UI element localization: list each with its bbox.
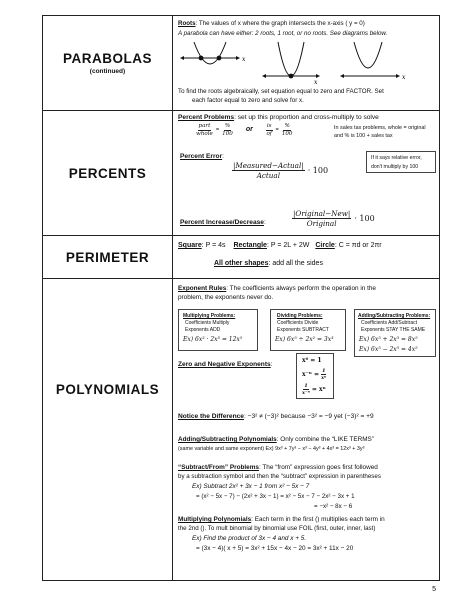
zero-negative-box bbox=[296, 353, 334, 399]
percent-problems: Percent Problems: set up this proportion and cross-multiply to solve bbox=[178, 114, 379, 121]
roots-diagrams bbox=[176, 38, 438, 84]
arrow-icon bbox=[340, 74, 344, 78]
percent-change-label: Percent Increase/Decrease bbox=[180, 219, 264, 226]
sales-tax-note-1: In sales tax problems, whole = original bbox=[334, 125, 426, 131]
roots-line3: To find the roots algebraically, set equation equal to zero and FACTOR. Set bbox=[178, 88, 384, 95]
change-numerator: |Original−New| bbox=[293, 209, 351, 218]
is-over-of: $\frac{is}{of}$ bbox=[266, 123, 272, 137]
square-label: Square bbox=[178, 242, 202, 249]
multiplying-box: Multiplying Problems: Coefficients Multiply Exponents ADD Ex) 6x² · 2x³ = 12x⁵ bbox=[178, 309, 258, 351]
arrow-icon bbox=[316, 74, 320, 78]
polynomials-content bbox=[174, 279, 439, 580]
parabola-one-root bbox=[278, 42, 304, 76]
or-text: or bbox=[245, 126, 253, 134]
arrow-icon bbox=[396, 74, 400, 78]
root-point bbox=[199, 56, 204, 61]
multiplying-polynomials-step: = (3x − 4)( x + 5) = 3x² + 15x − 4x − 20 = 3x² + 11x − 20 bbox=[196, 545, 354, 552]
x-axis-label: x bbox=[314, 79, 318, 84]
percent-error: Percent Error: bbox=[180, 153, 224, 160]
multiplying-polynomials-example: Ex) Find the product of 3x − 4 and x + 5. bbox=[192, 535, 307, 542]
notice-difference: Notice the Difference: −3² ≠ (−3)² because −3² = −9 yet (−3)² = +9 bbox=[178, 413, 374, 420]
polynomials-row bbox=[43, 279, 439, 580]
sales-tax-note-2: and % is 100 + sales tax bbox=[334, 133, 393, 139]
x-axis-label: x bbox=[242, 56, 246, 63]
exponent-rules: Exponent Rules: The coefficients always perform the operation in the bbox=[178, 285, 376, 292]
multiplying-polynomials-line2: the 2nd (). To mult binomial by binomial use FOIL (first, outer, inner, last) bbox=[178, 525, 376, 532]
percent-problems-label: Percent Problems bbox=[178, 114, 235, 121]
adding-subtracting-label: Adding/Subtracting Polynomials bbox=[178, 436, 277, 443]
percent-error-label: Percent Error bbox=[180, 153, 223, 160]
relative-error-note: If it says relative error, don't multiply by 100 bbox=[366, 151, 436, 173]
arrow-icon bbox=[236, 56, 240, 60]
perimeter-content bbox=[174, 236, 439, 278]
polynomials-label-cell bbox=[43, 279, 173, 580]
percents-row bbox=[43, 111, 439, 236]
percent-over-100: $\frac{\%}{100}$ bbox=[222, 123, 233, 137]
parabola-two-roots bbox=[194, 42, 226, 64]
perimeter-formulas: Square: P = 4s Rectangle: P = 2L + 2W Circle: C = πd or 2πr bbox=[178, 242, 382, 249]
parabola-no-roots bbox=[354, 42, 382, 68]
perimeter-row bbox=[43, 236, 439, 279]
parabolas-subtitle: (continued) bbox=[89, 68, 126, 75]
percent-over-100: $\frac{\%}{100}$ bbox=[281, 123, 293, 137]
other-shapes: All other shapes: add all the sides bbox=[214, 260, 323, 267]
subtract-from-step1: = (x² − 5x − 7) − (2x² + 3x − 1) = x² − 5x − 7 − 2x² − 3x + 1 bbox=[196, 493, 355, 500]
parabolas-content bbox=[174, 16, 439, 110]
subtract-from-step2: = −x² − 8x − 6 bbox=[314, 503, 353, 510]
adding-box: Adding/Subtracting Problems: Coefficients Add/Subtract Exponents STAY THE SAME Ex) 6x⁵ + 2x⁵ = 8x⁵ Ex) 6x⁵ − 2x⁵ = 4x⁵ bbox=[354, 309, 436, 357]
arrow-icon bbox=[180, 56, 184, 60]
error-denominator: Actual bbox=[256, 171, 281, 180]
polynomials-title: POLYNOMIALS bbox=[55, 382, 160, 397]
zero-exponent-rule: x⁰ = 1 bbox=[302, 357, 322, 364]
rectangle-label: Rectangle bbox=[233, 242, 267, 249]
change-denominator: Original bbox=[306, 219, 337, 228]
other-shapes-label: All other shapes bbox=[214, 260, 269, 267]
roots-line2: A parabola can have either: 2 roots, 1 root, or no roots. See diagrams below. bbox=[178, 30, 388, 37]
part-over-whole: $\frac{\text{part}}{\text{whole}}$ bbox=[196, 123, 213, 137]
roots-label: Roots bbox=[178, 20, 196, 27]
roots-line4: each factor equal to zero and solve for x. bbox=[192, 97, 304, 104]
proportion-formula: $\frac{\text{part}}{\text{whole}}$ = $\frac{\%}{100}$ or $\frac{is}{of}$ = $\frac{\%}{100}$ bbox=[196, 123, 293, 137]
dividing-box: Dividing Problems: Coefficients Divide Exponents SUBTRACT Ex) 6x⁵ ÷ 2x² = 3x³ bbox=[270, 309, 346, 351]
negative-exponent-rule: x⁻ⁿ = $\frac{1}{\text{xⁿ}}$ bbox=[302, 368, 327, 382]
x-axis-label: x bbox=[402, 74, 406, 81]
change-formula: $\frac{\text{|Original−New|}}{\text{Original}}$ · 100 bbox=[293, 209, 375, 228]
percent-change: Percent Increase/Decrease: bbox=[180, 219, 266, 226]
perimeter-title: PERIMETER bbox=[65, 249, 150, 265]
notes-table bbox=[42, 15, 440, 581]
subtract-from-line2: by a subtraction symbol and then the “subtract” expression in parentheses bbox=[178, 473, 381, 480]
exponent-rules-label: Exponent Rules bbox=[178, 285, 227, 292]
multiplying-polynomials-label: Multiplying Polynomials bbox=[178, 516, 252, 523]
circle-label: Circle bbox=[315, 242, 335, 249]
error-numerator: |Measured−Actual| bbox=[233, 161, 304, 170]
zero-negative-label: Zero and Negative Exponents bbox=[178, 361, 271, 368]
percents-content bbox=[174, 111, 439, 235]
perimeter-label-cell bbox=[43, 236, 173, 278]
adding-subtracting-polynomials: Adding/Subtracting Polynomials: Only combine the “LIKE TERMS” bbox=[178, 436, 374, 443]
parabolas-row bbox=[43, 16, 439, 111]
parabolas-title: PARABOLAS bbox=[62, 51, 152, 66]
percents-title: PERCENTS bbox=[68, 165, 147, 181]
zero-negative-exponents: Zero and Negative Exponents: bbox=[178, 361, 273, 368]
root-point bbox=[289, 74, 294, 79]
notice-difference-label: Notice the Difference bbox=[178, 413, 244, 420]
percents-label-cell bbox=[43, 111, 173, 235]
subtract-from-problems: “Subtract/From” Problems: The “from” expression goes first followed bbox=[178, 464, 378, 471]
subtract-from-label: “Subtract/From” Problems bbox=[178, 464, 259, 471]
reciprocal-exponent-rule: $\frac{1}{\text{x⁻ⁿ}}$ = xⁿ bbox=[302, 383, 326, 397]
error-formula: $\frac{\text{|Measured−Actual|}}{\text{Actual}}$ · 100 bbox=[233, 161, 329, 180]
multiplying-polynomials: Multiplying Polynomials: Each term in the first () multiplies each term in bbox=[178, 516, 385, 523]
root-point bbox=[217, 56, 222, 61]
page-number: 5 bbox=[432, 586, 436, 593]
roots-definition: Roots: The values of x where the graph intersects the x-axis ( y = 0) bbox=[178, 20, 365, 27]
adding-subtracting-example: (same variable and same exponent) Ex) 9x³ + 7y³ − x³ − 4y³ + 4x³ = 12x³ + 3y³ bbox=[178, 446, 365, 452]
arrow-icon bbox=[262, 74, 266, 78]
exponent-rules-line2: problem, the exponents never do. bbox=[178, 294, 274, 301]
subtract-from-example: Ex) Subtract 2x² + 3x − 1 from x² − 5x − 7 bbox=[192, 483, 310, 490]
parabolas-label-cell bbox=[43, 16, 173, 110]
